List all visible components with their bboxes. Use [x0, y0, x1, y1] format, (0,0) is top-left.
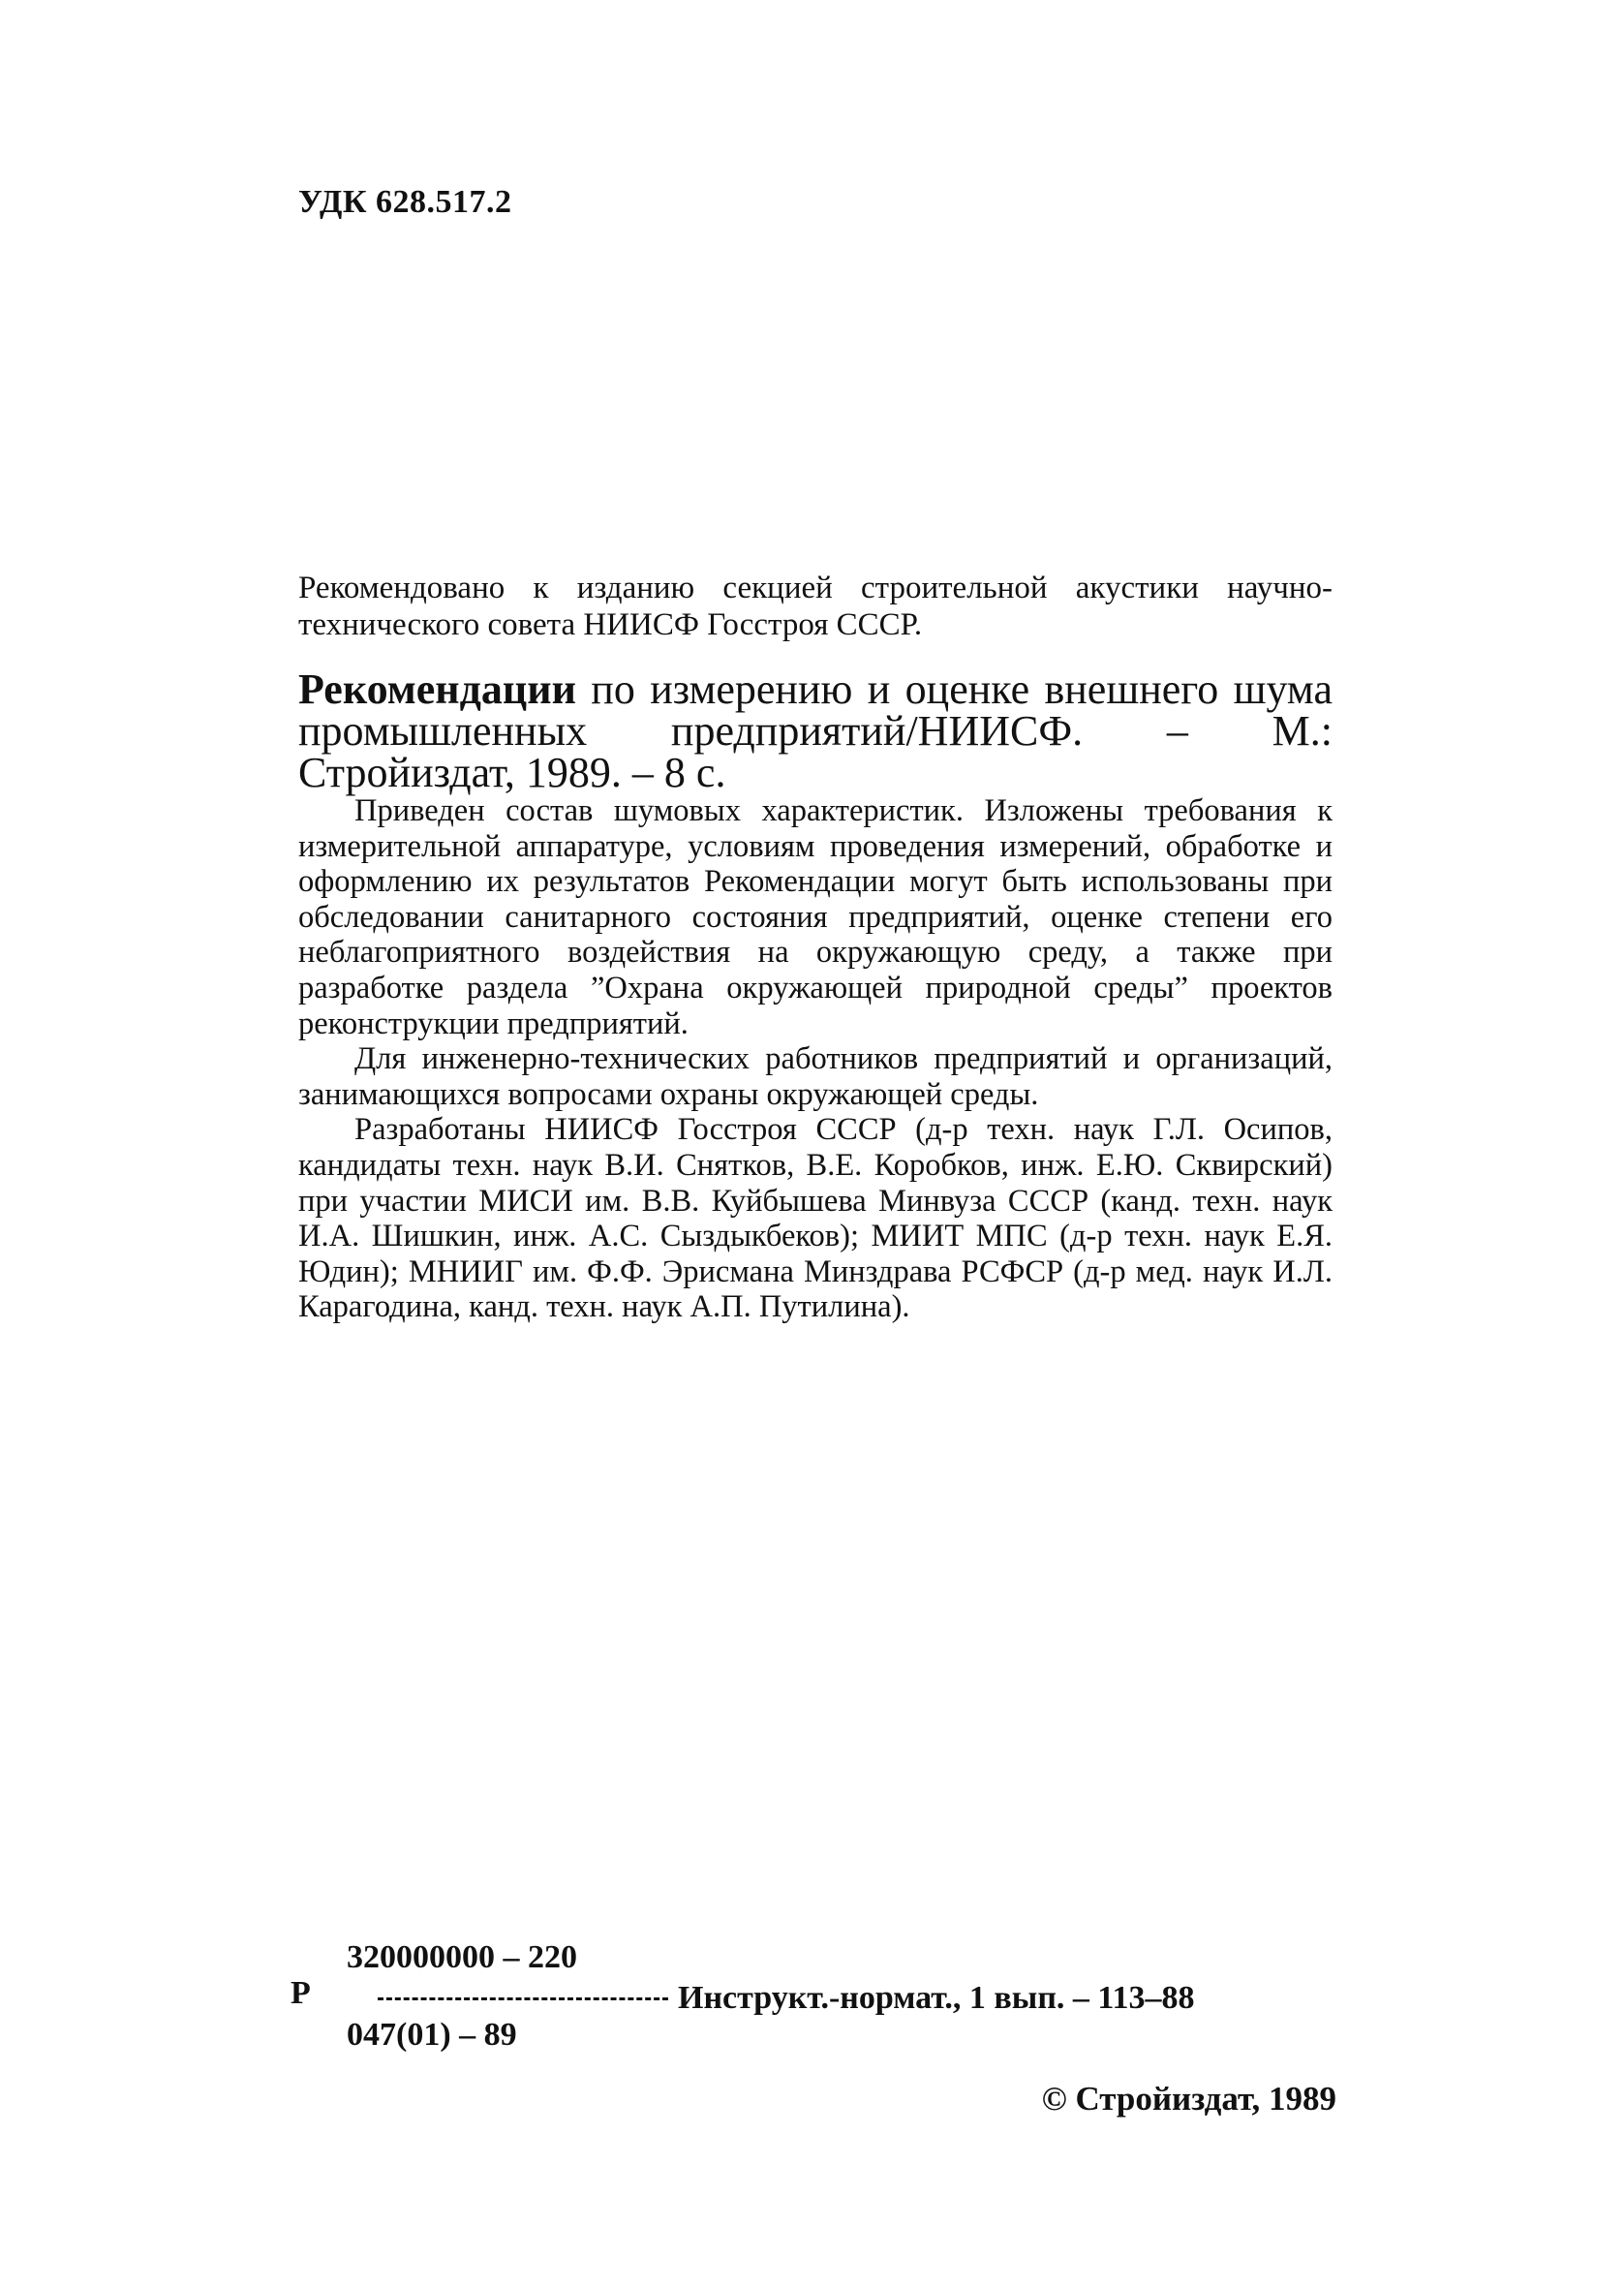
- bibliographic-block: [298, 665, 1333, 1325]
- audience-paragraph: Для инженерно-технических работников предприятий и организаций, занимающихся вопросами охраны окружающей среды.: [298, 1041, 1333, 1112]
- publication-codes: [291, 1939, 1336, 2172]
- index-code-bottom: 047(01) – 89: [347, 2017, 517, 2053]
- abstract-paragraph: Приведен состав шумовых характеристик. Изложены требования к измерительной аппаратуре, условиям проведения измерений, обработке и оформлению их результатов Рекомендации могут быть использованы при обследовании санитарного состояния предприятий, оценке степени его неблагоприятного воздействия на окружающую среду, а также при разработке раздела ”Охрана окружающей природной среды” проектов реконструкции предприятий.: [298, 793, 1333, 1041]
- developers-paragraph: Разработаны НИИСФ Госстроя СССР (д-р техн. наук Г.Л. Осипов, кандидаты техн. наук В.И. Снятков, В.Е. Коробков, инж. Е.Ю. Сквирский) при участии МИСИ им. В.В. Куйбышева Минвуза СССР (канд. техн. наук И.А. Шишкин, инж. А.С. Сыздыкбеков); МИИТ МПС (д-р техн. наук Е.Я. Юдин); МНИИГ им. Ф.Ф. Эрисмана Минздрава РСФСР (д-р мед. наук И.Л. Карагодина, канд. техн. наук А.П. Путилина).: [298, 1112, 1333, 1325]
- title-lead: Рекомендации: [298, 665, 576, 713]
- copyright: © Стройиздат, 1989: [1041, 2080, 1336, 2118]
- title-rest: по измерению и оценке внешнего шума промышленных предприятий/НИИСФ. – М.: Стройиздат, 1989. – 8 с.: [298, 665, 1333, 796]
- bibliographic-title: [298, 665, 1333, 796]
- instruction-info: Инструкт.-нормат., 1 вып. – 113–88: [678, 1980, 1195, 2016]
- udk-code: УДК 628.517.2: [298, 184, 512, 220]
- index-code-top: 320000000 – 220: [347, 1939, 577, 1975]
- approval-note: Рекомендовано к изданию секцией строительной акустики научно-технического совета НИИСФ Госстроя СССР.: [298, 571, 1333, 642]
- fraction-line: [378, 1997, 668, 2000]
- index-letter: Р: [291, 1975, 311, 2011]
